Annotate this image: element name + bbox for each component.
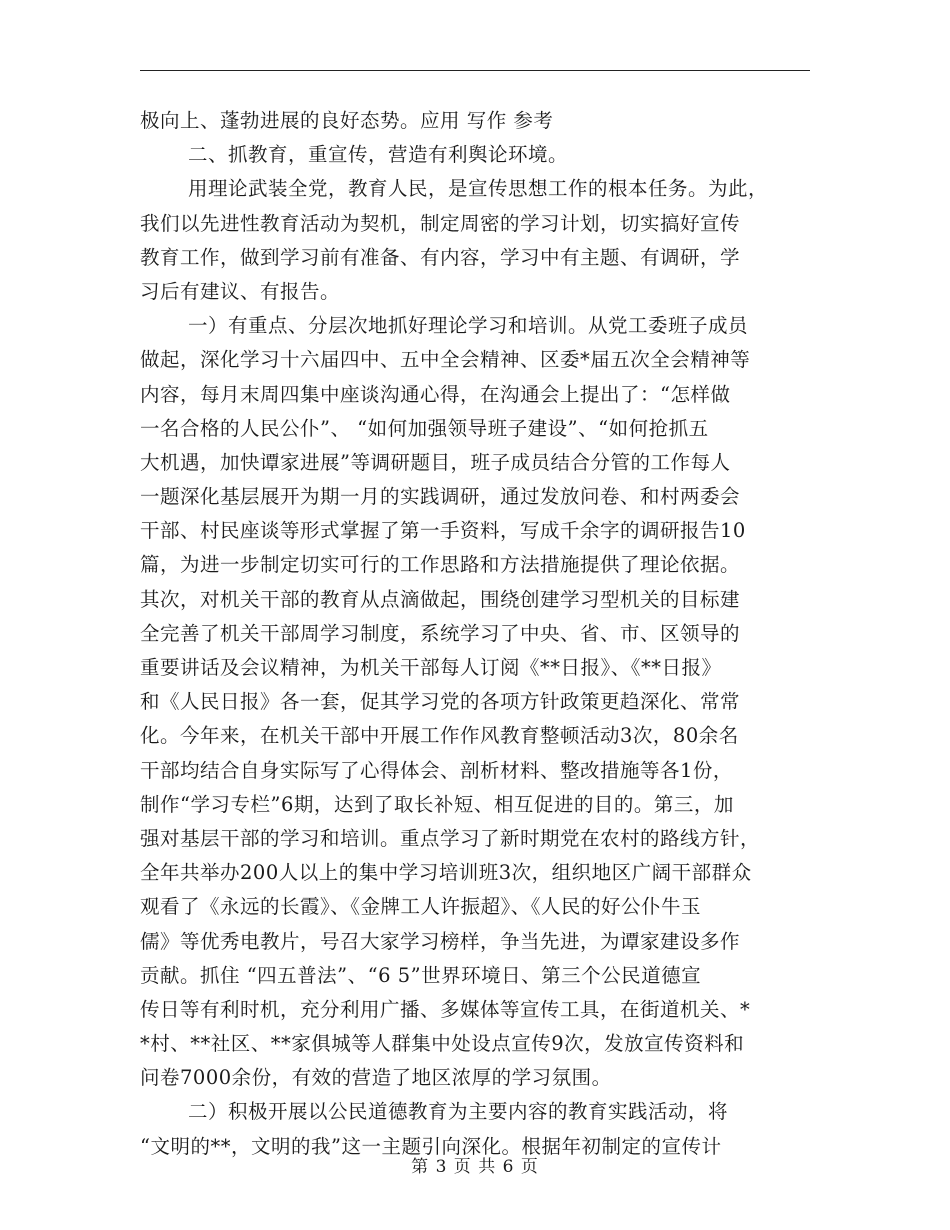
text-line: 用理论武装全党，教育人民，是宣传思想工作的根本任务。为此， [188, 177, 769, 201]
text-line: 全年共举办200人以上的集中学习培训班3次，组织地区广阔干部群众 [140, 861, 752, 885]
text-line: 贡献。抓住 “四五普法”、“6 5”世界环境日、第三个公民道德宣 [140, 963, 702, 987]
text-line: 干部均结合自身实际写了心得体会、剖析材料、整改措施等各1份， [140, 758, 733, 782]
page-number-footer: 第 3 页 共 6 页 [411, 1157, 539, 1177]
text-line: 做起，深化学习十六届四中、五中全会精神、区委*届五次全会精神等 [140, 348, 751, 372]
text-line: 大机遇，加快谭家进展”等调研题目，班子成员结合分管的工作每人 [140, 450, 731, 474]
text-line: “文明的**，文明的我”这一主题引向深化。根据年初制定的宣传计 [140, 1134, 722, 1158]
text-line: 干部、村民座谈等形式掌握了第一手资料，写成千余字的调研报告10 [140, 519, 746, 543]
text-line: 问卷7000余份，有效的营造了地区浓厚的学习氛围。 [140, 1066, 612, 1090]
text-line: 二）积极开展以公民道德教育为主要内容的教育实践活动，将 [188, 1100, 729, 1124]
text-line: 内容，每月末周四集中座谈沟通心得，在沟通会上提出了：“怎样做 [140, 382, 731, 406]
section-heading: 二、抓教育，重宣传，营造有利舆论环境。 [188, 143, 569, 167]
document-body [140, 104, 812, 1164]
text-line: 我们以先进性教育活动为契机，制定周密的学习计划，切实搞好宣传 [140, 211, 741, 235]
text-line: 重要讲话及会议精神，为机关干部每人订阅《**日报》、《**日报》 [140, 656, 722, 679]
text-line: 化。今年来，在机关干部中开展工作作风教育整顿活动3次，80余名 [140, 724, 739, 748]
text-line: 强对基层干部的学习和培训。重点学习了新时期党在农村的路线方针， [140, 826, 761, 850]
text-line: 制作“学习专栏”6期，达到了取长补短、相互促进的目的。第三，加 [140, 792, 734, 816]
text-line: 观看了《永远的长霞》、《金牌工人许振超》、《人民的好公仆牛玉 [140, 895, 702, 919]
text-line: 一名合格的人民公仆”、 “如何加强领导班子建设”、“如何抢抓五 [140, 416, 709, 440]
text-line: 儒》等优秀电教片，号召大家学习榜样，争当先进，为谭家建设多作 [140, 929, 741, 953]
text-line: 极向上、蓬勃进展的良好态势。应用 写作 参考 [140, 109, 554, 132]
text-line: 传日等有利时机，充分利用广播、多媒体等宣传工具，在街道机关、* [140, 997, 751, 1021]
text-line: 其次，对机关干部的教育从点滴做起，围绕创建学习型机关的目标建 [140, 587, 741, 611]
text-line: 教育工作，做到学习前有准备、有内容，学习中有主题、有调研，学 [140, 245, 741, 269]
text-line: 一题深化基层展开为期一月的实践调研，通过发放问卷、和村两委会 [140, 485, 741, 509]
text-line: 全完善了机关干部周学习制度，系统学习了中央、省、市、区领导的 [140, 621, 741, 645]
text-line: 篇，为进一步制定切实可行的工作思路和方法措施提供了理论依据。 [140, 553, 741, 577]
text-line: 和《人民日报》各一套，促其学习党的各项方针政策更趋深化、常常 [140, 690, 741, 714]
text-line: *村、**社区、**家俱城等人群集中处设点宣传9次，发放宣传资料和 [140, 1032, 745, 1056]
header-rule [140, 70, 810, 71]
text-line: 习后有建议、有报告。 [140, 279, 341, 303]
text-line: 一）有重点、分层次地抓好理论学习和培训。从党工委班子成员 [188, 314, 749, 338]
